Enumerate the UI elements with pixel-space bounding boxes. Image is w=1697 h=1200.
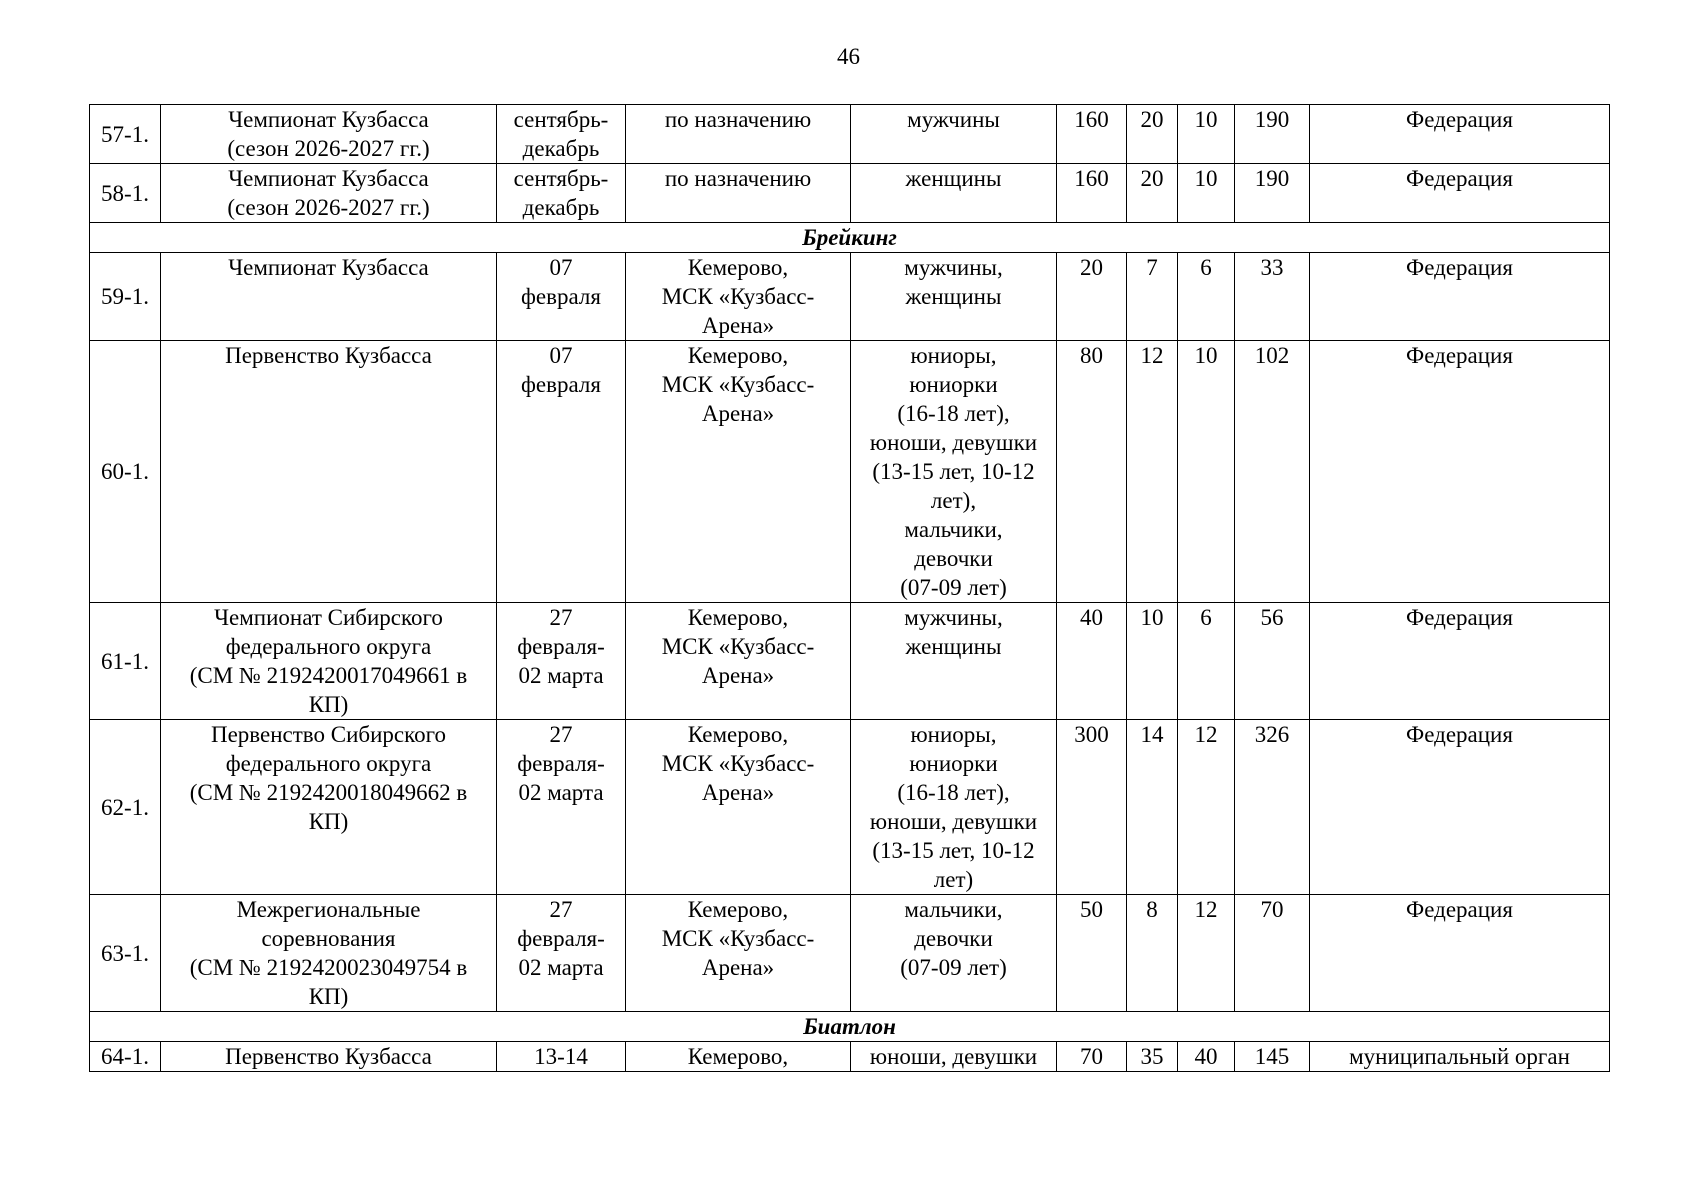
event-dates-cell: 07 февраля bbox=[497, 341, 626, 603]
count-col2-cell: 20 bbox=[1127, 164, 1178, 223]
count-col3-cell: 40 bbox=[1178, 1042, 1235, 1072]
section-heading: Брейкинг bbox=[90, 223, 1610, 253]
count-col2-cell: 8 bbox=[1127, 895, 1178, 1012]
event-name-cell: Первенство Сибирского федерального округа (СМ № 2192420018049662 в КП) bbox=[161, 720, 497, 895]
event-dates-cell: сентябрь- декабрь bbox=[497, 164, 626, 223]
event-dates-cell: 27 февраля- 02 марта bbox=[497, 895, 626, 1012]
event-name-cell: Межрегиональные соревнования (СМ № 2192420023049754 в КП) bbox=[161, 895, 497, 1012]
organizer-cell: Федерация bbox=[1310, 720, 1610, 895]
count-col3-cell: 10 bbox=[1178, 105, 1235, 164]
count-total-cell: 56 bbox=[1235, 603, 1310, 720]
count-total-cell: 102 bbox=[1235, 341, 1310, 603]
event-dates-cell: сентябрь- декабрь bbox=[497, 105, 626, 164]
organizer-cell: Федерация bbox=[1310, 253, 1610, 341]
event-dates-cell: 13-14 bbox=[497, 1042, 626, 1072]
count-col1-cell: 70 bbox=[1057, 1042, 1127, 1072]
event-participants-cell: мужчины, женщины bbox=[851, 603, 1057, 720]
event-name-cell: Чемпионат Сибирского федерального округа (СМ № 2192420017049661 в КП) bbox=[161, 603, 497, 720]
count-col1-cell: 40 bbox=[1057, 603, 1127, 720]
event-name-cell: Первенство Кузбасса bbox=[161, 1042, 497, 1072]
event-place-cell: Кемерово, МСК «Кузбасс- Арена» bbox=[626, 603, 851, 720]
count-col3-cell: 6 bbox=[1178, 603, 1235, 720]
event-participants-cell: юноши, девушки bbox=[851, 1042, 1057, 1072]
events-table bbox=[89, 104, 1610, 1072]
event-participants-cell: женщины bbox=[851, 164, 1057, 223]
event-dates-cell: 07 февраля bbox=[497, 253, 626, 341]
section-heading: Биатлон bbox=[90, 1012, 1610, 1042]
count-col2-cell: 35 bbox=[1127, 1042, 1178, 1072]
table-row bbox=[90, 164, 1610, 223]
section-heading-row bbox=[90, 1012, 1610, 1042]
count-total-cell: 326 bbox=[1235, 720, 1310, 895]
count-total-cell: 145 bbox=[1235, 1042, 1310, 1072]
count-col1-cell: 160 bbox=[1057, 105, 1127, 164]
table-row bbox=[90, 253, 1610, 341]
event-place-cell: Кемерово, МСК «Кузбасс- Арена» bbox=[626, 720, 851, 895]
event-participants-cell: мужчины bbox=[851, 105, 1057, 164]
event-name-cell: Первенство Кузбасса bbox=[161, 341, 497, 603]
table-row bbox=[90, 720, 1610, 895]
count-col1-cell: 20 bbox=[1057, 253, 1127, 341]
organizer-cell: Федерация bbox=[1310, 164, 1610, 223]
event-participants-cell: юниоры, юниорки (16-18 лет), юноши, девушки (13-15 лет, 10-12 лет) bbox=[851, 720, 1057, 895]
organizer-cell: Федерация bbox=[1310, 603, 1610, 720]
event-participants-cell: мужчины, женщины bbox=[851, 253, 1057, 341]
count-total-cell: 70 bbox=[1235, 895, 1310, 1012]
count-col3-cell: 10 bbox=[1178, 164, 1235, 223]
event-dates-cell: 27 февраля- 02 марта bbox=[497, 603, 626, 720]
event-number-cell: 59-1. bbox=[90, 253, 161, 341]
count-col2-cell: 7 bbox=[1127, 253, 1178, 341]
event-number-cell: 57-1. bbox=[90, 105, 161, 164]
event-name-cell: Чемпионат Кузбасса bbox=[161, 253, 497, 341]
count-total-cell: 190 bbox=[1235, 164, 1310, 223]
table-row bbox=[90, 1042, 1610, 1072]
page-number: 46 bbox=[837, 44, 860, 69]
event-participants-cell: мальчики, девочки (07-09 лет) bbox=[851, 895, 1057, 1012]
event-number-cell: 62-1. bbox=[90, 720, 161, 895]
count-col2-cell: 14 bbox=[1127, 720, 1178, 895]
count-col3-cell: 10 bbox=[1178, 341, 1235, 603]
count-total-cell: 190 bbox=[1235, 105, 1310, 164]
event-place-cell: Кемерово, МСК «Кузбасс- Арена» bbox=[626, 895, 851, 1012]
section-heading-row bbox=[90, 223, 1610, 253]
event-participants-cell: юниоры, юниорки (16-18 лет), юноши, девушки (13-15 лет, 10-12 лет), мальчики, девочки (07-09 лет) bbox=[851, 341, 1057, 603]
table-row bbox=[90, 603, 1610, 720]
table-row bbox=[90, 105, 1610, 164]
count-col1-cell: 300 bbox=[1057, 720, 1127, 895]
event-number-cell: 63-1. bbox=[90, 895, 161, 1012]
count-col2-cell: 10 bbox=[1127, 603, 1178, 720]
events-table-body bbox=[90, 105, 1610, 1072]
organizer-cell: Федерация bbox=[1310, 895, 1610, 1012]
event-place-cell: по назначению bbox=[626, 164, 851, 223]
event-place-cell: Кемерово, bbox=[626, 1042, 851, 1072]
count-col2-cell: 12 bbox=[1127, 341, 1178, 603]
count-col3-cell: 6 bbox=[1178, 253, 1235, 341]
event-name-cell: Чемпионат Кузбасса (сезон 2026-2027 гг.) bbox=[161, 164, 497, 223]
event-number-cell: 60-1. bbox=[90, 341, 161, 603]
organizer-cell: Федерация bbox=[1310, 105, 1610, 164]
event-number-cell: 61-1. bbox=[90, 603, 161, 720]
count-col1-cell: 50 bbox=[1057, 895, 1127, 1012]
count-col1-cell: 80 bbox=[1057, 341, 1127, 603]
organizer-cell: Федерация bbox=[1310, 341, 1610, 603]
table-row bbox=[90, 341, 1610, 603]
event-number-cell: 64-1. bbox=[90, 1042, 161, 1072]
event-name-cell: Чемпионат Кузбасса (сезон 2026-2027 гг.) bbox=[161, 105, 497, 164]
count-total-cell: 33 bbox=[1235, 253, 1310, 341]
event-number-cell: 58-1. bbox=[90, 164, 161, 223]
count-col3-cell: 12 bbox=[1178, 895, 1235, 1012]
organizer-cell: муниципальный орган bbox=[1310, 1042, 1610, 1072]
count-col1-cell: 160 bbox=[1057, 164, 1127, 223]
table-row bbox=[90, 895, 1610, 1012]
count-col2-cell: 20 bbox=[1127, 105, 1178, 164]
event-place-cell: Кемерово, МСК «Кузбасс- Арена» bbox=[626, 341, 851, 603]
event-place-cell: по назначению bbox=[626, 105, 851, 164]
event-dates-cell: 27 февраля- 02 марта bbox=[497, 720, 626, 895]
event-place-cell: Кемерово, МСК «Кузбасс- Арена» bbox=[626, 253, 851, 341]
count-col3-cell: 12 bbox=[1178, 720, 1235, 895]
